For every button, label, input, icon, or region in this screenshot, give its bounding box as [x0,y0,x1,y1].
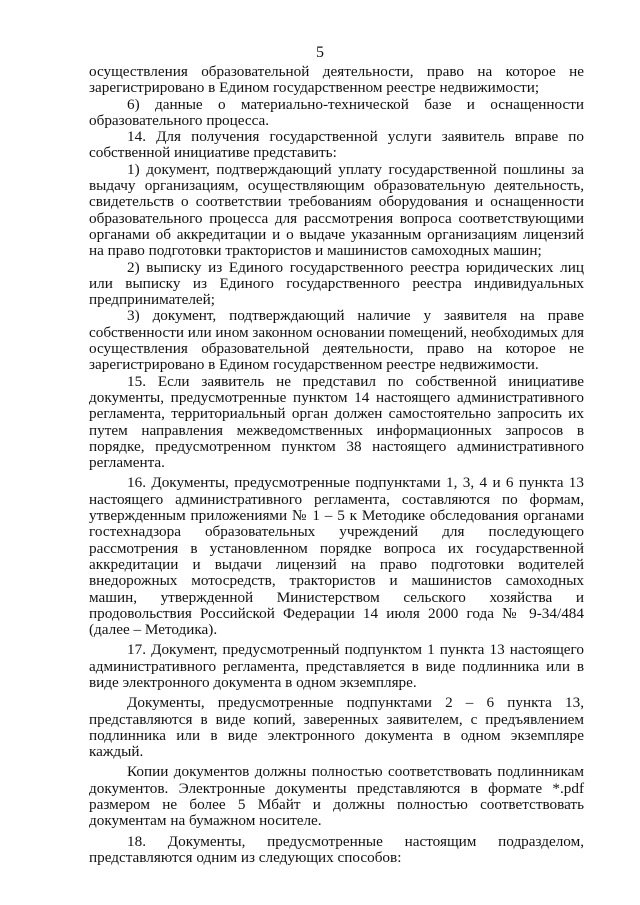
paragraph-14: 14. Для получения государственной услуги заявитель вправе по собственной инициативе представить: [89,128,584,162]
paragraph-17-copies: Документы, предусмотренные подпунктами 2 – 6 пункта 13, представляются в виде копий, заверенных заявителем, с предъявлением подлинника или в виде электронного документа в одном экземпляре каждый. [89,694,584,761]
paragraph-16: 16. Документы, предусмотренные подпунктами 1, 3, 4 и 6 пункта 13 настоящего административного регламента, составляются по формам, утвержденным приложениями № 1 – 5 к Методике обследования органами гостехнадзора образовательных учреждений для последующего рассмотрения в установленном порядке вопроса их государственной аккредитации и выдачи лицензий на право подготовки водителей внедорожных мотосредств, трактористов и машинистов самоходных машин, утвержденной Министерством сельского хозяйства и продовольствия Российской Федерации 14 июля 2000 года № 9-34/484 (далее – Методика). [89,474,584,639]
paragraph-13-6: 6) данные о материально-технической базе и оснащенности образовательного процесса. [89,95,584,129]
paragraph-14-3: 3) документ, подтверждающий наличие у заявителя на праве собственности или ином законном основании помещений, необходимых для осуществления образовательной деятельности, право на которое не зарегистрировано в Едином государственном реестре недвижимости. [89,307,584,374]
page-number: 5 [316,44,324,61]
paragraph-15: 15. Если заявитель не представил по собственной инициативе документы, предусмотренные пунктом 14 настоящего административного регламента, территориальный орган должен самостоятельно запросить их путем направления межведомственных информационных запросов в порядке, предусмотренном пунктом 38 настоящего административного регламента. [89,372,584,472]
paragraph-14-2: 2) выписку из Единого государственного реестра юридических лиц или выписку из Единого государственного реестра индивидуальных предпринимателей; [89,258,584,309]
paragraph-17-electronic: Копии документов должны полностью соответствовать подлинникам документов. Электронные документы представляются в формате *.pdf размером не более 5 Мбайт и должны полностью соответствовать документам на бумажном носителе. [89,763,584,830]
paragraph-continuation: осуществления образовательной деятельности, право на которое не зарегистрировано в Едином государственном реестре недвижимости; [89,63,584,97]
paragraph-17: 17. Документ, предусмотренный подпунктом 1 пункта 13 настоящего административного регламента, представляется в виде подлинника или в виде электронного документа в одном экземпляре. [89,641,584,691]
paragraph-14-1: 1) документ, подтверждающий уплату государственной пошлины за выдачу организациям, осуществляющим образовательную деятельность, свидетельств о соответствии требованиям оборудования и оснащенности образовательного процесса для рассмотрения вопроса соответствующими органами об аккредитации и о выдаче указанным организациям лицензий на право подготовки трактористов и машинистов самоходных машин; [89,160,584,260]
document-body [89,64,584,866]
paragraph-18: 18. Документы, предусмотренные настоящим подразделом, представляются одним из следующих способов: [89,832,584,866]
